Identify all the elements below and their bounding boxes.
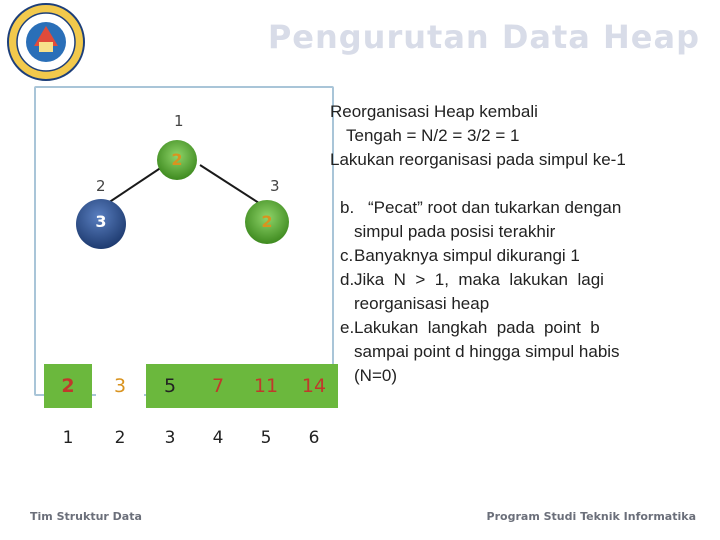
step-d-text: Jika N > 1, maka lakukan lagi	[354, 270, 604, 289]
step-b-text: “Pecat” root dan tukarkan dengan	[368, 198, 622, 217]
array-cell-4: 7	[194, 364, 242, 408]
array-cell-1: 2	[44, 364, 92, 408]
array-index-1: 1	[62, 428, 74, 448]
array-cell-2: 3	[96, 364, 144, 408]
explanation-line-2: Tengah = N/2 = 3/2 = 1	[346, 126, 520, 145]
left-index-label: 2	[96, 177, 106, 195]
step-d-marker: d.	[340, 270, 355, 289]
explanation-line-1: Reorganisasi Heap kembali	[330, 102, 538, 121]
right-node-value: 2	[261, 212, 273, 231]
array-index-6: 6	[308, 428, 320, 448]
array-cell-3: 5	[146, 364, 194, 408]
explanation-line-3: Lakukan reorganisasi pada simpul ke-1	[330, 150, 626, 169]
array-cell-5: 11	[242, 364, 290, 408]
step-c-marker: c.	[340, 246, 354, 265]
array-index-5: 5	[260, 428, 272, 448]
right-index-label: 3	[270, 177, 280, 195]
footer-left: Tim Struktur Data	[30, 510, 142, 523]
array-index-3: 3	[164, 428, 176, 448]
step-e-marker: e.	[340, 318, 355, 337]
root-index-label: 1	[174, 112, 184, 130]
step-e-text: Lakukan langkah pada point b	[354, 318, 600, 337]
array-index-2: 2	[114, 428, 126, 448]
step-d-cont: reorganisasi heap	[354, 294, 490, 313]
step-e-cont: sampai point d hingga simpul habis	[354, 342, 620, 361]
slide-title: Pengurutan Data Heap	[267, 18, 700, 56]
step-e-cont2: (N=0)	[354, 366, 397, 385]
footer-right: Program Studi Teknik Informatika	[486, 510, 696, 523]
array-cell-6: 14	[290, 364, 338, 408]
step-b-marker: b.	[340, 198, 355, 217]
step-b-cont: simpul pada posisi terakhir	[354, 222, 556, 241]
left-node-value: 3	[95, 212, 107, 231]
step-c-text: Banyaknya simpul dikurangi 1	[354, 246, 580, 265]
root-node-value: 2	[171, 150, 183, 169]
array-index-4: 4	[212, 428, 224, 448]
